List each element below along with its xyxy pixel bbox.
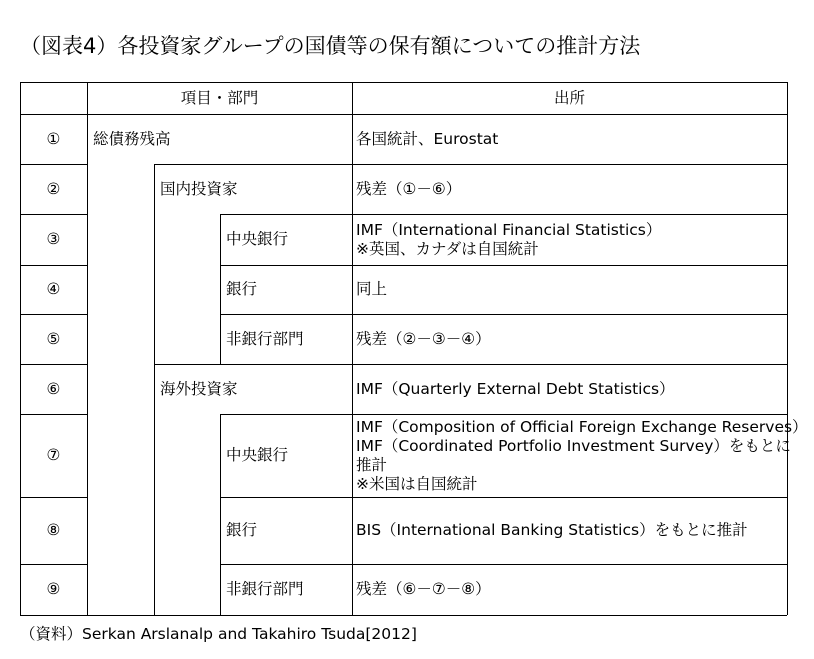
source-line: IMF（Composition of Official Foreign Exchange Reserves） [356, 417, 808, 436]
row-number: ② [46, 179, 61, 198]
source-line: IMF（Coordinated Portfolio Investment Survey）をもとに [356, 436, 791, 455]
row-source [356, 414, 808, 497]
row-item: 非銀行部門 [226, 329, 304, 348]
row-number: ① [46, 129, 61, 148]
row-item: 総債務残高 [93, 129, 171, 148]
source-line: ※米国は自国統計 [356, 474, 478, 493]
source-line: 残差（②－③－④） [356, 329, 491, 348]
row-source [356, 364, 783, 414]
row-item: 国内投資家 [160, 179, 238, 198]
row-item: 非銀行部門 [226, 580, 304, 598]
row-source [356, 497, 783, 564]
row-source [356, 265, 783, 314]
row-number: ⑦ [46, 446, 61, 464]
table-rule-vertical [352, 82, 353, 615]
source-line: 各国統計、Eurostat [356, 129, 499, 148]
row-source [356, 114, 783, 164]
estimation-method-table [20, 82, 808, 615]
table-rule-vertical [787, 82, 788, 615]
source-note: （資料）Serkan Arslanalp and Takahiro Tsuda[2012] [20, 625, 417, 643]
source-line: ※英国、カナダは自国統計 [356, 239, 539, 258]
row-number: ⑨ [46, 580, 61, 598]
table-rule-vertical [220, 214, 221, 364]
row-item: 銀行 [226, 521, 258, 539]
source-line: IMF（International Financial Statistics） [356, 220, 662, 239]
row-item: 銀行 [226, 280, 258, 298]
source-line: BIS（International Banking Statistics）をもとに推計 [356, 521, 748, 539]
table-rule-vertical [154, 164, 155, 615]
header-item: 項目・部門 [180, 88, 259, 107]
source-line: 推計 [356, 455, 388, 474]
row-number: ⑥ [46, 379, 61, 398]
page-title: （図表4）各投資家グループの国債等の保有額についての推計方法 [20, 34, 641, 58]
row-item: 海外投資家 [160, 379, 238, 398]
row-source [356, 564, 783, 615]
row-source [356, 314, 783, 364]
row-item: 中央銀行 [226, 230, 289, 248]
table-rule-horizontal [20, 615, 787, 616]
row-source [356, 214, 783, 265]
row-source [356, 164, 783, 214]
row-item: 中央銀行 [226, 446, 289, 464]
source-line: 同上 [356, 280, 388, 298]
row-number: ④ [46, 280, 61, 298]
source-line: IMF（Quarterly External Debt Statistics） [356, 379, 675, 398]
table-rule-vertical [220, 414, 221, 615]
source-line: 残差（⑥－⑦－⑧） [356, 580, 491, 598]
source-line: 残差（①－⑥） [356, 179, 462, 198]
row-number: ⑤ [46, 329, 61, 348]
table-rule-vertical [87, 82, 88, 615]
header-source: 出所 [553, 88, 585, 107]
row-number: ③ [46, 230, 61, 248]
row-number: ⑧ [46, 521, 61, 539]
